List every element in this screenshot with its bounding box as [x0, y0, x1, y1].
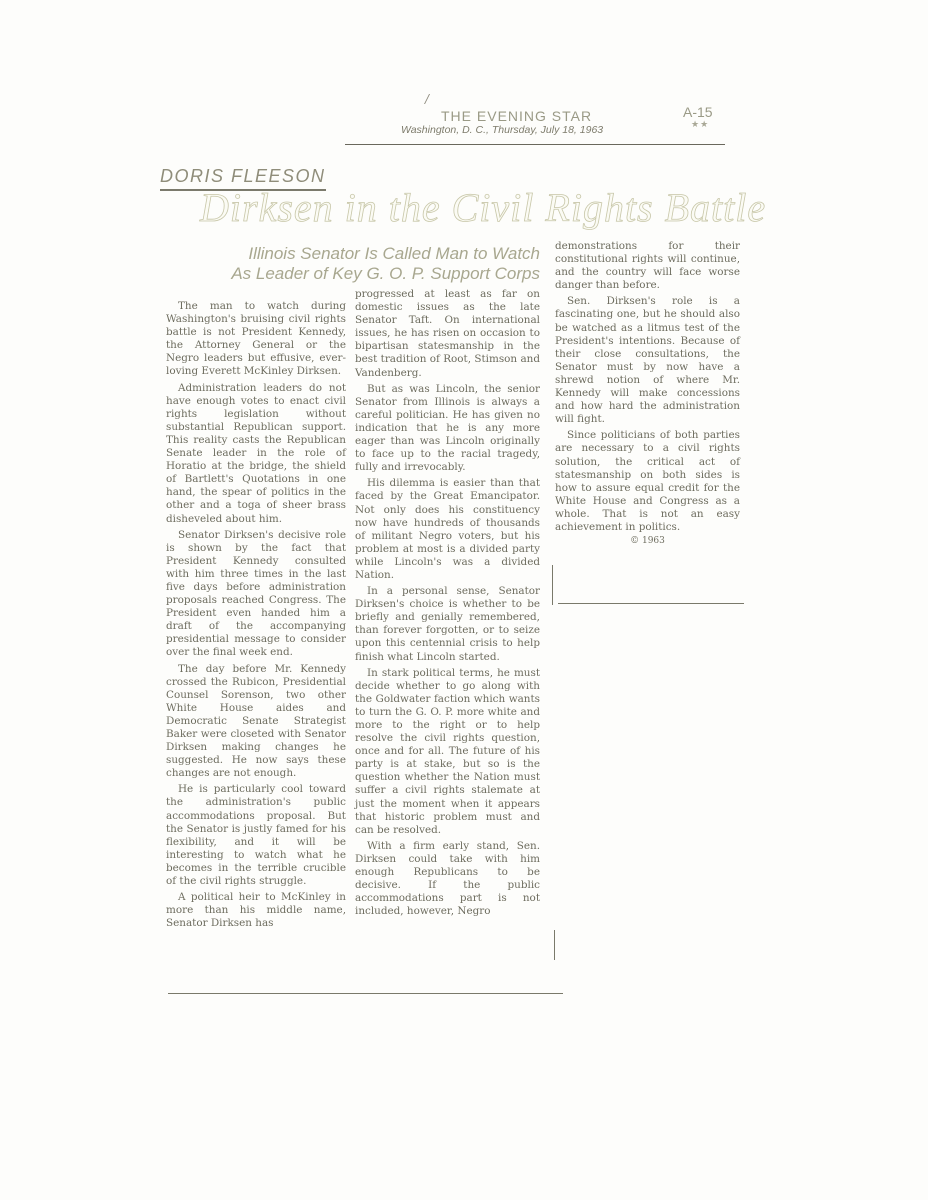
article-end-rule	[168, 993, 563, 994]
paragraph: progressed at least as far on domestic issues as the late Senator Taft. On international issues, he has risen on occasion to bipartisan statesmanship in the best tradition of Root, Stimson and Vandenberg.	[355, 288, 540, 379]
article-column-3	[555, 240, 740, 548]
headline: Dirksen in the Civil Rights Battle	[200, 185, 767, 230]
paragraph: In stark political terms, he must decide whether to go along with the Goldwater faction which wants to turn the G. O. P. more white and more to the right or to help resolve the civil rights question, once and for all. The future of his party is at stake, but so is the question whether the Nation must suffer a civil rights stalemate at just the moment when it appears that historic problem must and can be resolved.	[355, 666, 540, 836]
paragraph: Administration leaders do not have enough votes to enact civil rights legislation without substantial Republican support. This reality casts the Republican Senate leader in the role of Horatio at the bridge, the shield of Bartlett's Quotations in one hand, the spear of politics in the other and a toga of sheer brass disheveled about him.	[166, 381, 346, 525]
article-column-2	[355, 288, 540, 921]
article-column-1	[166, 300, 346, 933]
paragraph: In a personal sense, Senator Dirksen's choice is whether to be briefly and genially remembered, than forever forgotten, or to seize upon this centennial crisis to help finish what Lincoln started.	[355, 585, 540, 663]
page-number: A-15	[683, 104, 713, 120]
column-divider	[554, 930, 555, 960]
column-divider	[552, 565, 553, 605]
pencil-mark: /	[425, 92, 430, 106]
paragraph: demonstrations for their constitutional rights will continue, and the country will face worse danger than before.	[555, 240, 740, 292]
copyright: © 1963	[630, 536, 665, 547]
column-end-rule	[558, 603, 744, 604]
dateline: Washington, D. C., Thursday, July 18, 1963	[401, 124, 604, 136]
paragraph: Senator Dirksen's decisive role is shown by the fact that President Kennedy consulted with him three times in the last five days before administration proposals reached Congress. The President even handed him a draft of the accompanying presidential message to consider over the final week end.	[166, 528, 346, 659]
paragraph: But as was Lincoln, the senior Senator from Illinois is always a careful politician. He has given no indication that he is any more eager than was Lincoln originally to face up to the racial tragedy, fully and irrevocably.	[355, 382, 540, 474]
paragraph: The man to watch during Washington's bruising civil rights battle is not President Kennedy, the Attorney General or the Negro leaders but effusive, ever-loving Everett McKinley Dirksen.	[166, 300, 346, 378]
paragraph: Since politicians of both parties are necessary to a civil rights solution, the critical act of statesmanship on both sides is how to assure equal credit for the White House and Congress as a whole. That is not an easy achievement in politics.	[555, 429, 740, 533]
paragraph: He is particularly cool toward the administration's public accommodations proposal. But the Senator is justly famed for his flexibility, and it will be interesting to watch what he becomes in the terrible crucible of the civil rights struggle.	[166, 783, 346, 888]
paragraph: With a firm early stand, Sen. Dirksen could take with him enough Republicans to be decisive. If the public accommodations part is not included, however, Negro	[355, 839, 540, 918]
paragraph: A political heir to McKinley in more than his middle name, Senator Dirksen has	[166, 891, 346, 930]
paragraph: Sen. Dirksen's role is a fascinating one, but he should also be watched as a litmus test of the President's intentions. Because of their close consultations, the Senator must by now have a shrewd notion of where Mr. Kennedy will make concessions and how hard the administration will fight.	[555, 295, 740, 426]
masthead	[345, 92, 725, 145]
paragraph: The day before Mr. Kennedy crossed the Rubicon, Presidential Counsel Sorenson, two other White House aides and Democratic Senate Strategist Baker were closeted with Senator Dirksen making changes he suggested. He now says these changes are not enough.	[166, 662, 346, 780]
subheadline-line: Illinois Senator Is Called Man to Watch	[248, 244, 540, 263]
subheadline	[200, 244, 540, 284]
newspaper-name: THE EVENING STAR	[441, 108, 593, 124]
byline: DORIS FLEESON	[160, 166, 326, 191]
subheadline-line: As Leader of Key G. O. P. Support Corps	[231, 264, 540, 283]
paragraph: His dilemma is easier than that faced by the Great Emancipator. Not only does his constituency now have hundreds of thousands of militant Negro voters, but his problem at most is a divided party while Lincoln's was a divided Nation.	[355, 477, 540, 581]
edition-stars-icon: ★★	[691, 120, 710, 130]
